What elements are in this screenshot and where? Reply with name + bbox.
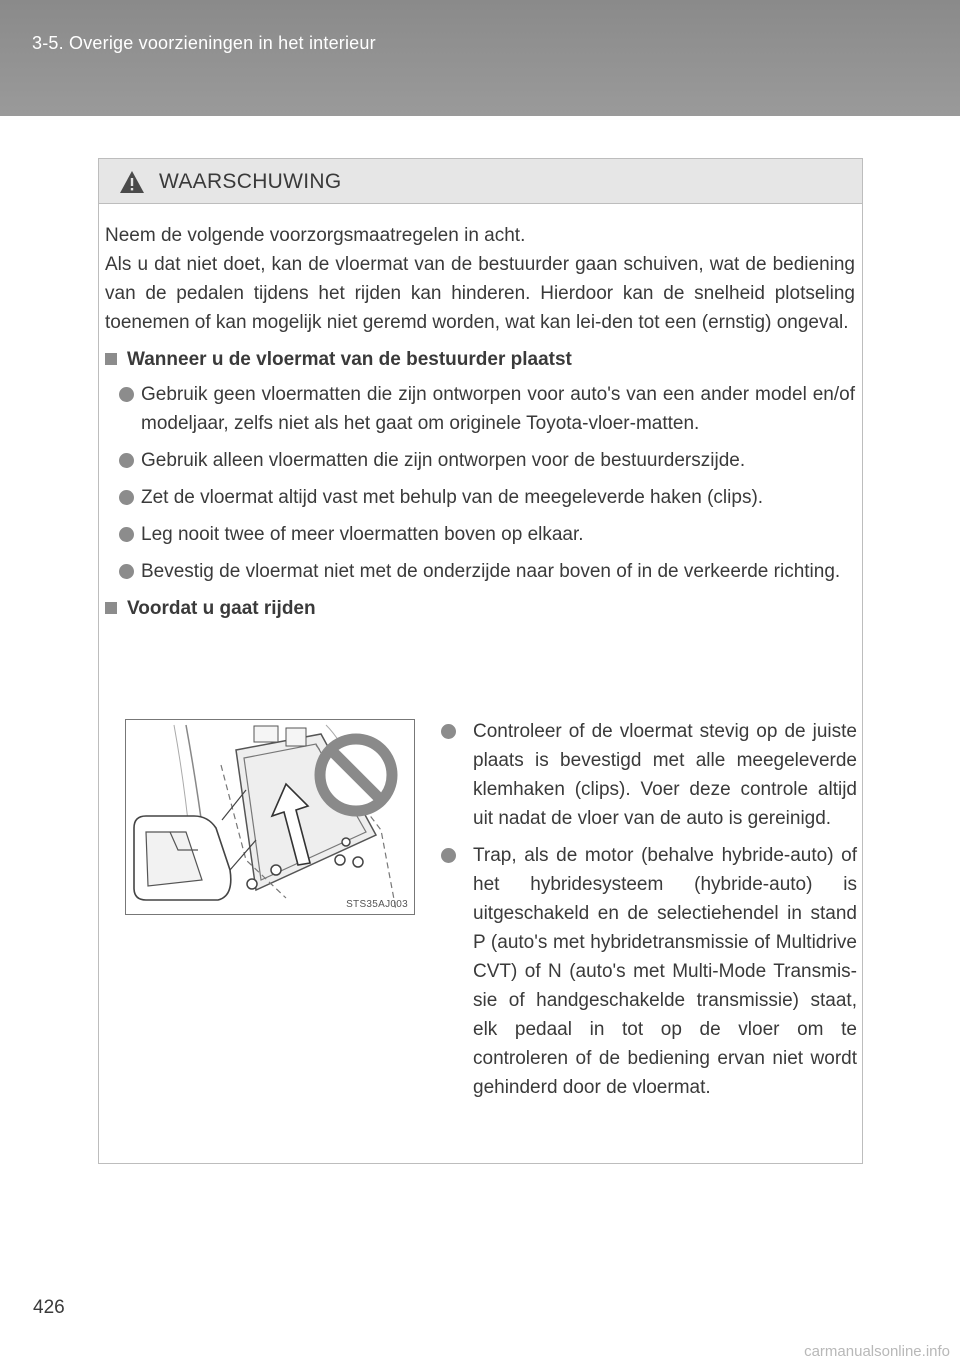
warning-box [98, 158, 863, 1164]
watermark: carmanualsonline.info [804, 1343, 950, 1360]
intro-paragraph: Als u dat niet doet, kan de vloermat van de bestuurder gaan schuiven, wat de bediening van de pedalen tijdens het rijden kan hinderen. Hierdoor kan de snelheid plotseling toenemen of kan mogelijk niet geremd worden, wat kan lei-den tot een (ernstig) ongeval. [105, 254, 855, 333]
warning-header [99, 159, 862, 204]
list-item-text: Leg nooit twee of meer vloermatten boven op elkaar. [141, 524, 584, 545]
figure-code: STS35AJ003 [346, 899, 408, 910]
square-bullet-icon [105, 353, 117, 365]
list-item-text: Zet de vloermat altijd vast met behulp van de meegeleverde haken (clips). [141, 487, 764, 508]
bullet-icon [119, 453, 134, 468]
bullet-icon [441, 848, 456, 863]
list-item [431, 841, 857, 1102]
warning-content [105, 221, 855, 629]
bullet-icon [119, 490, 134, 505]
before-driving-section [105, 719, 855, 1149]
warning-triangle-icon [119, 170, 145, 194]
list-item [105, 446, 855, 475]
section-heading-placement [105, 345, 855, 374]
before-driving-list [431, 717, 857, 1110]
intro-line: Neem de volgende voorzorgsmaatregelen in acht. [105, 225, 526, 246]
list-item [105, 557, 855, 586]
floor-mat-drawing [126, 720, 414, 914]
section-heading-text: Wanneer u de vloermat van de bestuurder plaatst [127, 349, 572, 370]
section-title: 3-5. Overige voorzieningen in het interieur [32, 33, 376, 53]
list-item [105, 380, 855, 438]
list-item [105, 483, 855, 512]
section-heading-before-driving [105, 594, 855, 623]
floor-mat-illustration [125, 719, 415, 915]
list-item-text: Gebruik alleen vloermatten die zijn ontworpen voor de bestuurderszijde. [141, 450, 746, 471]
list-item-text: Controleer of de vloermat stevig op de juiste plaats is bevestigd met alle meegeleverde klemhaken (clips). Voer deze controle altijd uit nadat de vloer van de auto is gereinigd. [473, 721, 857, 829]
bullet-icon [119, 387, 134, 402]
section-heading-text: Voordat u gaat rijden [127, 598, 316, 619]
list-item-text: Bevestig de vloermat niet met de onderzijde naar boven of in de verkeerde richting. [141, 561, 841, 582]
list-item [431, 717, 857, 833]
list-item-text: Trap, als de motor (behalve hybride-auto) of het hybridesysteem (hybride-auto) is uitgeschakeld en de selectiehendel in stand P (auto's met hybridetransmissie of Multidrive CVT) of N (auto's met Multi-Mode Transmis-sie of handgeschakelde transmissie) staat, elk pedaal in tot op de vloer om te controleren of de bediening ervan niet wordt gehinderd door de vloermat. [473, 845, 857, 1098]
page-header [0, 0, 960, 116]
warning-title: WAARSCHUWING [159, 170, 342, 193]
list-item-text: Gebruik geen vloermatten die zijn ontworpen voor auto's van een ander model en/of modeljaar, zelfs niet als het gaat om originele Toyota-vloer-matten. [141, 384, 855, 434]
bullet-icon [441, 724, 456, 739]
bullet-icon [119, 527, 134, 542]
list-item [105, 520, 855, 549]
square-bullet-icon [105, 602, 117, 614]
bullet-icon [119, 564, 134, 579]
page-number: 426 [33, 1297, 65, 1318]
